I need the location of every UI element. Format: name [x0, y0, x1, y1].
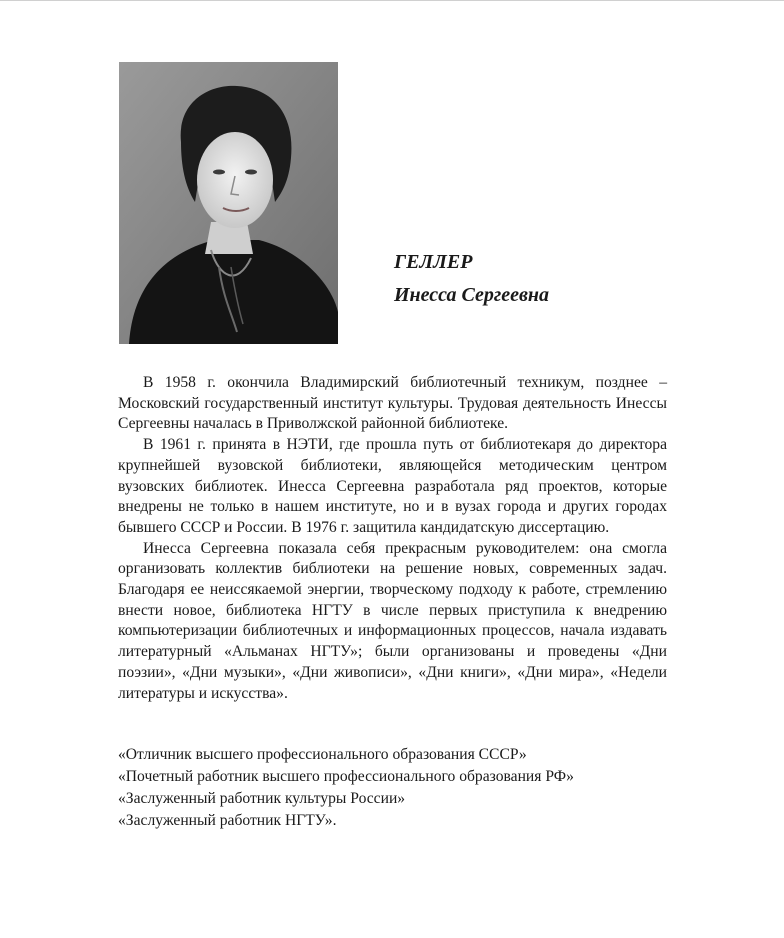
award-item: «Почетный работник высшего профессионального образования РФ» [118, 768, 574, 785]
award-item: «Отличник высшего профессионального образования СССР» [118, 746, 527, 763]
biography-paragraph: В 1958 г. окончила Владимирский библиотечный техникум, позднее – Московский государственный институт культуры. Трудовая деятельность Инессы Сергеевны началась в Приволжской районной библиотеке. [118, 374, 667, 433]
person-given-names: Инесса Сергеевна [394, 284, 550, 306]
award-item: «Заслуженный работник культуры России» [118, 790, 406, 807]
biography-text [118, 373, 667, 704]
page-top-border [0, 0, 784, 1]
person-surname: ГЕЛЛЕР [394, 251, 473, 273]
awards-list [118, 744, 678, 832]
biography-paragraph: В 1961 г. принята в НЭТИ, где прошла путь от библиотекаря до директора крупнейшей вузовской библиотеки, являющейся методическим центром вузовских библиотек. Инесса Сергеевна разработала ряд проектов, которые внедрены не только в нашем институте, но и в вузах города и других городах бывшего СССР и России. В 1976 г. защитила кандидатскую диссертацию. [118, 436, 667, 536]
award-item: «Заслуженный работник НГТУ». [118, 812, 337, 829]
biography-paragraph: Инесса Сергеевна показала себя прекрасным руководителем: она смогла организовать коллектив библиотеки на решение новых, современных задач. Благодаря ее неиссякаемой энергии, творческому подходу к работе, стремлению внести новое, библиотека НГТУ в числе первых приступила к внедрению компьютеризации библиотечных и информационных процессов, начала издавать литературный «Альманах НГТУ»; были организованы и проведены «Дни поэзии», «Дни музыки», «Дни живописи», «Дни книги», «Дни мира», «Недели литературы и искусства». [118, 539, 667, 702]
person-name-heading [394, 246, 549, 312]
portrait-photo [119, 62, 338, 344]
